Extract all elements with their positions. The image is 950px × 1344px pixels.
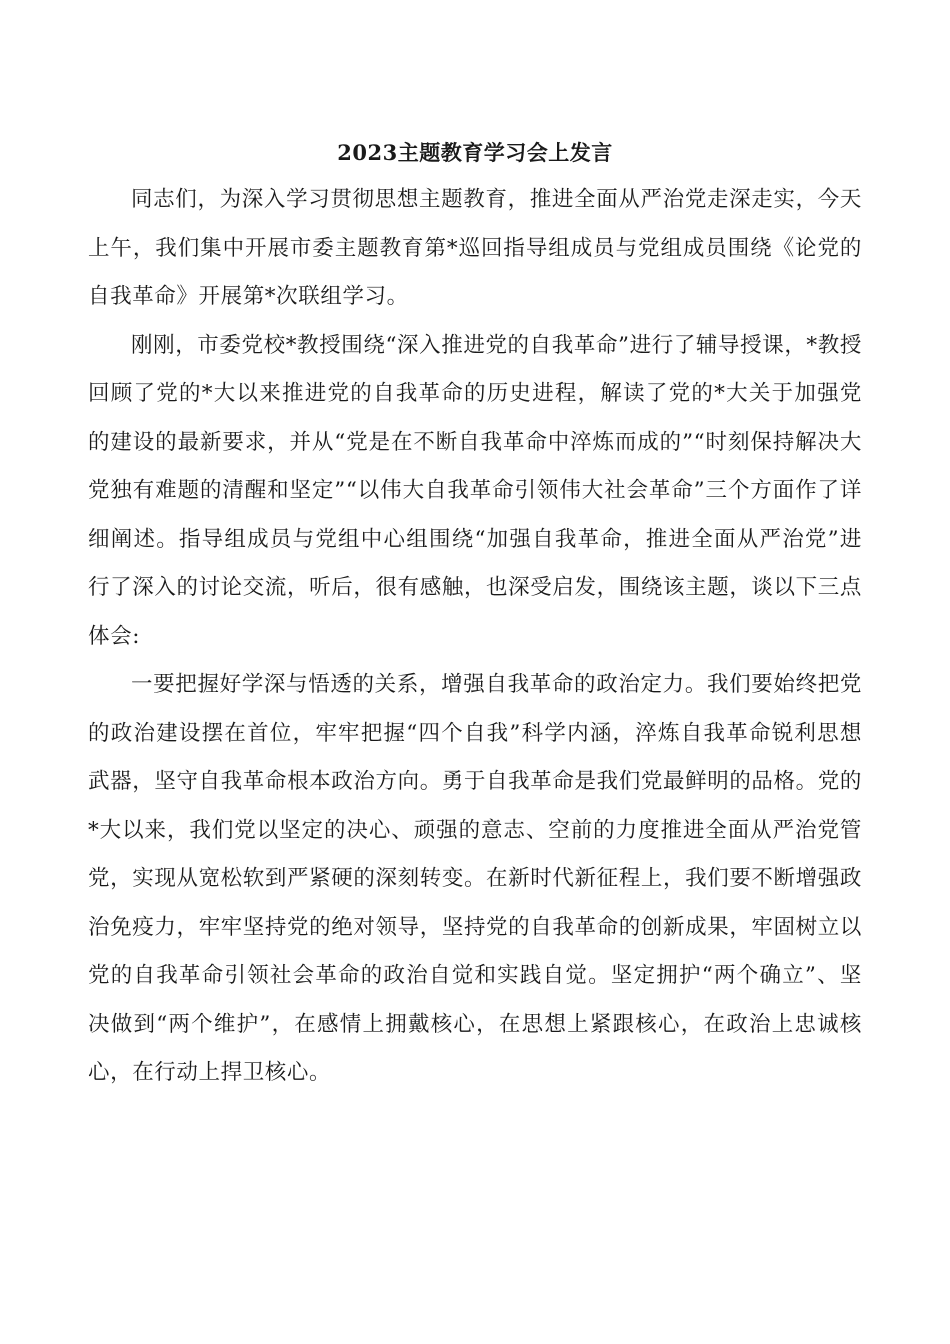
document-title: 2023主题教育学习会上发言 bbox=[337, 140, 613, 165]
paragraph-point-one: 一要把握好学深与悟透的关系，增强自我革命的政治定力。我们要始终把党的政治建设摆在首位，牢牢把握“四个自我”科学内涵，淬炼自我革命锐利思想武器，坚守自我革命根本政治方向。勇于自我革命是我们党最鲜明的品格。党的*大以来，我们党以坚定的决心、顽强的意志、空前的力度推进全面从严治党管党，实现从宽松软到严紧硬的深刻转变。在新时代新征程上，我们要不断增强政治免疫力，牢牢坚持党的绝对领导，坚持党的自我革命的创新成果，牢固树立以党的自我革命引领社会革命的政治自觉和实践自觉。坚定拥护“两个确立”、坚决做到“两个维护”，在感情上拥戴核心，在思想上紧跟核心，在政治上忠诚核心，在行动上捍卫核心。 bbox=[88, 672, 862, 1085]
paragraph-lecture-summary: 刚刚，市委党校*教授围绕“深入推进党的自我革命”进行了辅导授课，*教授回顾了党的*大以来推进党的自我革命的历史进程，解读了党的*大关于加强党的建设的最新要求，并从“党是在不断自我革命中淬炼而成的”“时刻保持解决大党独有难题的清醒和坚定”“以伟大自我革命引领伟大社会革命”三个方面作了详细阐述。指导组成员与党组中心组围绕“加强自我革命，推进全面从严治党”进行了深入的讨论交流，听后，很有感触，也深受启发，围绕该主题，谈以下三点体会: bbox=[88, 332, 862, 649]
paragraph-intro: 同志们，为深入学习贯彻思想主题教育，推进全面从严治党走深走实，今天上午，我们集中开展市委主题教育第*巡回指导组成员与党组成员围绕《论党的自我革命》开展第*次联组学习。 bbox=[88, 187, 862, 309]
document-page bbox=[88, 138, 862, 1098]
